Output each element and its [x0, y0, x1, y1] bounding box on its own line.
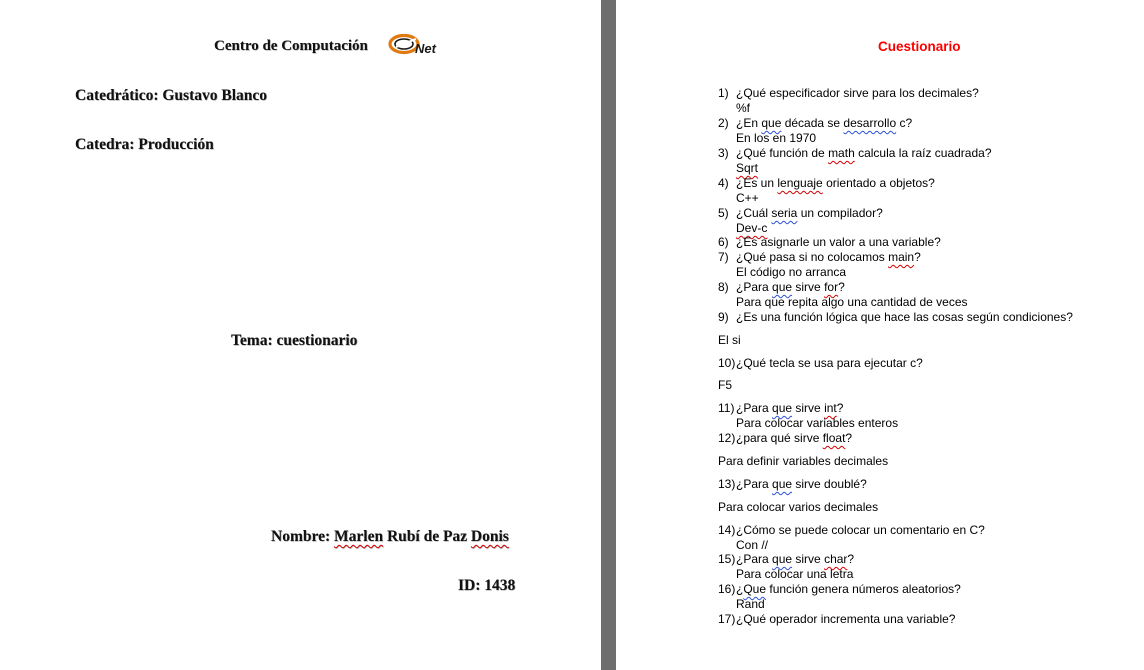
- q11-text: ¿Para que sirve int?: [736, 401, 844, 415]
- q16-number: 16): [718, 582, 736, 596]
- q14-answer: Con //: [736, 538, 769, 552]
- q14-number: 14): [718, 523, 736, 537]
- name-label: Nombre:: [271, 528, 334, 545]
- q12-number: 12): [718, 431, 736, 445]
- q9-number: 9): [718, 310, 729, 324]
- q12-answer: Para definir variables decimales: [718, 454, 889, 468]
- q2-answer: En los en 1970: [736, 131, 817, 145]
- q1-text: ¿Qué especificador sirve para los decimales?: [736, 86, 979, 100]
- q17-number: 17): [718, 612, 736, 626]
- q9-text: ¿Es una función lógica que hace las cosas según condiciones?: [736, 310, 1073, 324]
- q2-number: 2): [718, 116, 729, 130]
- q3-text: ¿Qué función de math calcula la raíz cuadrada?: [736, 146, 992, 160]
- q15-number: 15): [718, 552, 736, 566]
- q6-number: 6): [718, 235, 729, 249]
- cnet-logo: [388, 33, 452, 57]
- q16-text: ¿Que función genera números aleatorios?: [736, 582, 961, 596]
- institution-header: Centro de Computación: [214, 38, 368, 54]
- q6-text: ¿Es asignarle un valor a una variable?: [736, 235, 941, 249]
- student-name-line: [271, 528, 509, 546]
- q1-number: 1): [718, 86, 729, 100]
- q11-number: 11): [718, 401, 735, 415]
- q4-number: 4): [718, 176, 729, 190]
- tema-line: Tema: cuestionario: [231, 332, 358, 349]
- q13-number: 13): [718, 477, 736, 491]
- q10-answer: F5: [718, 378, 733, 392]
- q1-answer: %f: [736, 101, 751, 115]
- name-word-3: Donis: [470, 528, 509, 545]
- q5-number: 5): [718, 206, 729, 220]
- q5-answer: Dev-c: [736, 221, 768, 235]
- q9-answer: El si: [718, 333, 741, 347]
- q16-answer: Rand: [736, 597, 765, 611]
- questionnaire-title: Cuestionario: [878, 39, 961, 54]
- q7-answer: El código no arranca: [736, 265, 847, 279]
- name-word-1: Marlen: [334, 528, 384, 545]
- q2-text: ¿En que década se desarrollo c?: [736, 116, 913, 130]
- q17-text: ¿Qué operador incrementa una variable?: [736, 612, 956, 626]
- q8-text: ¿Para que sirve for?: [736, 280, 845, 294]
- q10-text: ¿Qué tecla se usa para ejecutar c?: [736, 356, 923, 370]
- q13-text: ¿Para que sirve doublé?: [736, 477, 867, 491]
- logo-text: Net: [415, 41, 436, 56]
- catedratico-line: Catedrático: Gustavo Blanco: [75, 87, 268, 104]
- q8-answer: Para que repita algo una cantidad de veces: [736, 295, 968, 309]
- page-separator: [601, 0, 616, 670]
- student-id-line: ID: 1438: [458, 577, 516, 594]
- q12-text: ¿para qué sirve float?: [736, 431, 853, 445]
- q4-text: ¿Es un lenguaje orientado a objetos?: [736, 176, 935, 190]
- q3-number: 3): [718, 146, 729, 160]
- q15-answer: Para colocar una letra: [736, 567, 854, 581]
- q15-text: ¿Para que sirve char?: [736, 552, 855, 566]
- q13-answer: Para colocar varios decimales: [718, 500, 879, 514]
- q3-answer: Sqrt: [736, 161, 759, 175]
- q8-number: 8): [718, 280, 729, 294]
- q5-text: ¿Cuál seria un compilador?: [736, 206, 883, 220]
- q10-number: 10): [718, 356, 736, 370]
- q7-text: ¿Qué pasa si no colocamos main?: [736, 250, 921, 264]
- q4-answer: C++: [736, 191, 759, 205]
- q7-number: 7): [718, 250, 729, 264]
- name-word-2: Rubí de Paz: [386, 528, 468, 545]
- catedra-line: Catedra: Producción: [75, 136, 214, 153]
- q11-answer: Para colocar variables enteros: [736, 416, 899, 430]
- q14-text: ¿Cómo se puede colocar un comentario en C?: [736, 523, 985, 537]
